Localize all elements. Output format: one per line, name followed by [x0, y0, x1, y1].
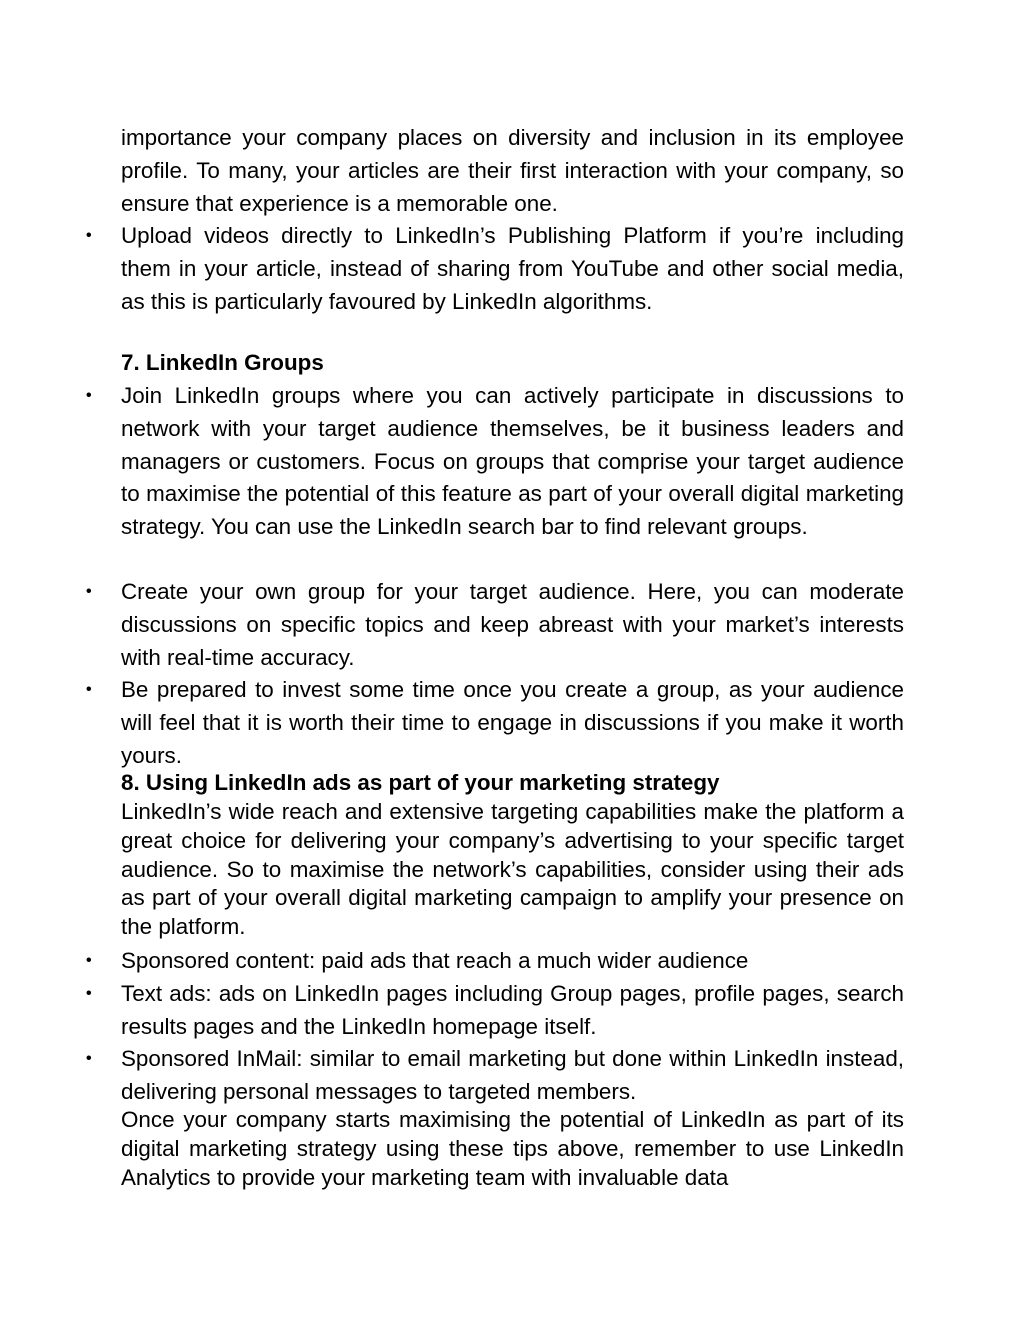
bullet-marker: • — [86, 952, 92, 969]
bullet-invest-time: Be prepared to invest some time once you create a group, as your audience will feel that it is worth their time to engage in discussions if you make it worth yours. — [121, 677, 904, 768]
bullet-sponsored-inmail: Sponsored InMail: similar to email marketing but done within LinkedIn instead, delivering personal messages to targeted members. — [121, 1046, 904, 1104]
bullet-marker: • — [86, 681, 92, 698]
paragraph-closing: Once your company starts maximising the potential of LinkedIn as part of its digital marketing strategy using these tips above, remember to use LinkedIn Analytics to provide your marketing team with invaluable data — [121, 1107, 904, 1190]
paragraph-section-8-intro: LinkedIn’s wide reach and extensive targeting capabilities make the platform a great choice for delivering your company’s advertising to your specific target audience. So to maximise the network’s capabilities, consider using their ads as part of your overall digital marketing campaign to amplify your presence on the platform. — [121, 799, 904, 940]
bullet-sponsored-content: Sponsored content: paid ads that reach a much wider audience — [121, 948, 749, 973]
bullet-marker: • — [86, 985, 92, 1002]
bullet-text-ads: Text ads: ads on LinkedIn pages including Group pages, profile pages, search results pages and the LinkedIn homepage itself. — [121, 981, 904, 1039]
bullet-marker: • — [86, 583, 92, 600]
bullet-marker: • — [86, 387, 92, 404]
bullet-join-groups: Join LinkedIn groups where you can actively participate in discussions to network with your target audience themselves, be it business leaders and managers or customers. Focus on groups that comprise your target audience to maximise the potential of this feature as part of your overall digital marketing strategy. You can use the LinkedIn search bar to find relevant groups. — [121, 383, 904, 540]
heading-section-7: 7. LinkedIn Groups — [121, 350, 324, 375]
bullet-upload-videos: Upload videos directly to LinkedIn’s Publishing Platform if you’re including them in your article, instead of sharing from YouTube and other social media, as this is particularly favoured by LinkedIn algorithms. — [121, 223, 904, 314]
paragraph-intro-continued: importance your company places on diversity and inclusion in its employee profile. To many, your articles are their first interaction with your company, so ensure that experience is a memorable one. — [121, 125, 904, 216]
bullet-marker: • — [86, 1050, 92, 1067]
bullet-create-group: Create your own group for your target audience. Here, you can moderate discussions on specific topics and keep abreast with your market’s interests with real-time accuracy. — [121, 579, 904, 670]
bullet-marker: • — [86, 227, 92, 244]
heading-section-8: 8. Using LinkedIn ads as part of your marketing strategy — [121, 770, 720, 795]
